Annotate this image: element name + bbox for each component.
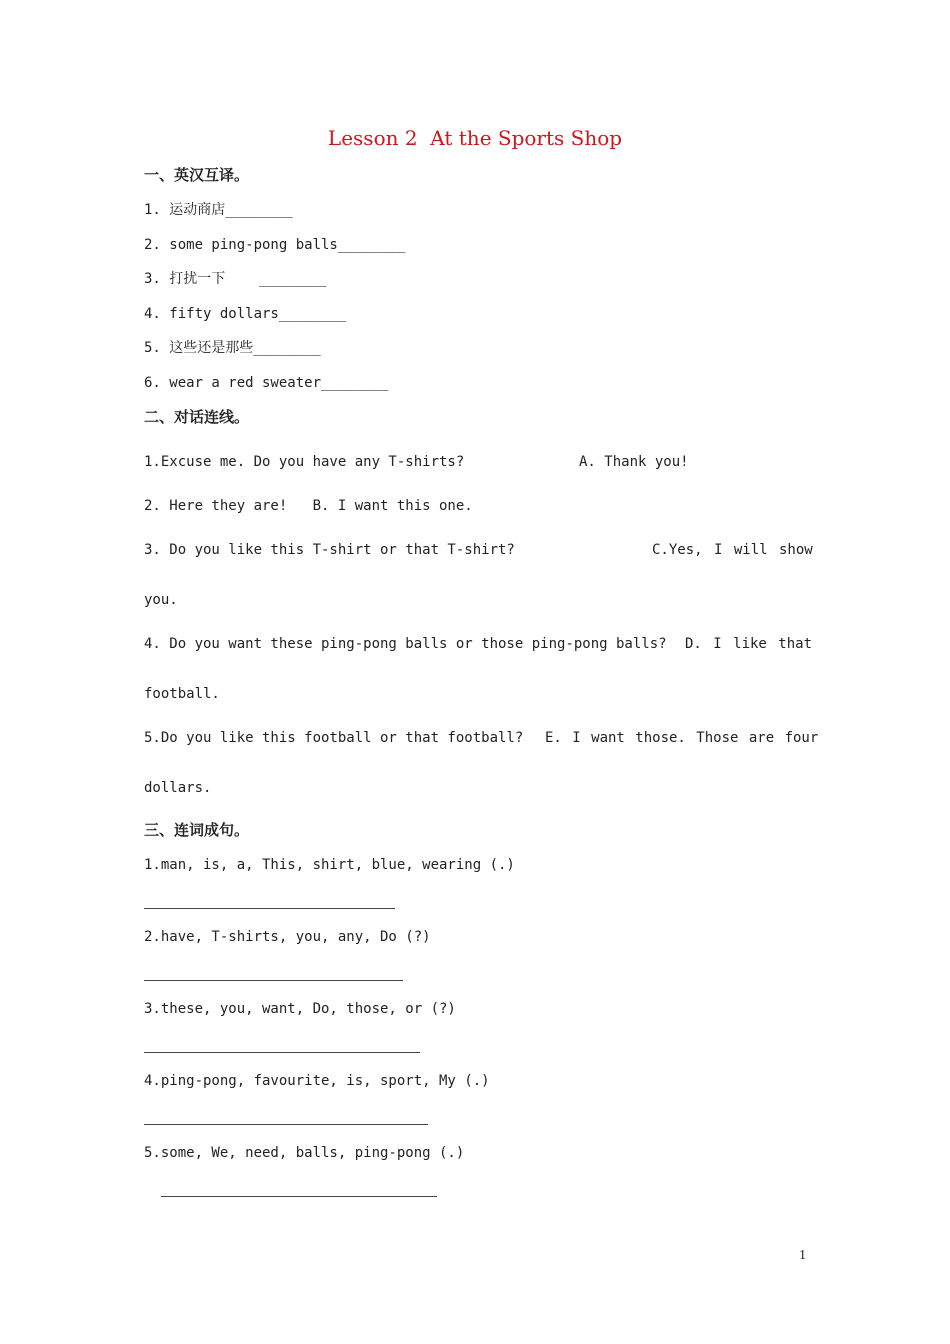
- section-3-heading: 三、连词成句。: [144, 821, 250, 839]
- answer-line-4: [144, 1124, 428, 1125]
- answer-line-2: [144, 980, 403, 981]
- dialogue-question-1: 1.Excuse me. Do you have any T-shirts?: [144, 454, 465, 470]
- dialogue-answer-a: A. Thank you!: [579, 454, 689, 470]
- answer-line-3: [144, 1052, 420, 1053]
- dialogue-answer-d: D. I like that: [685, 636, 813, 652]
- translation-item-4: 4. fifty dollars________: [144, 306, 347, 322]
- dialogue-question-2: 2. Here they are! B. I want this one.: [144, 498, 473, 514]
- section-1-heading: 一、英汉互译。: [144, 166, 250, 184]
- answer-line-1: [144, 908, 395, 909]
- translation-item-3: 3. 打扰一下 ________: [144, 271, 327, 287]
- dialogue-question-4: 4. Do you want these ping-pong balls or those ping-pong balls?: [144, 636, 667, 652]
- dialogue-answer-c: C.Yes, I will show: [652, 542, 813, 558]
- translation-item-2: 2. some ping-pong balls________: [144, 237, 406, 253]
- dialogue-question-5: 5.Do you like this football or that football?: [144, 730, 524, 746]
- dialogue-question-3: 3. Do you like this T-shirt or that T-shirt?: [144, 542, 515, 558]
- word-order-item-3: 3.these, you, want, Do, those, or (?): [144, 1001, 456, 1017]
- document-title: Lesson 2 At the Sports Shop: [327, 126, 623, 150]
- word-order-item-5: 5.some, We, need, balls, ping-pong (.): [144, 1145, 465, 1161]
- dialogue-answer-c-continued: you.: [144, 592, 178, 608]
- answer-line-5: [161, 1196, 437, 1197]
- translation-item-6: 6. wear a red sweater________: [144, 375, 389, 391]
- section-2-heading: 二、对话连线。: [144, 408, 250, 426]
- page-number: 1: [799, 1248, 806, 1263]
- dialogue-answer-e: E. I want those. Those are four: [545, 730, 819, 746]
- translation-item-1: 1. 运动商店________: [144, 202, 293, 218]
- word-order-item-4: 4.ping-pong, favourite, is, sport, My (.): [144, 1073, 490, 1089]
- dialogue-answer-e-continued: dollars.: [144, 780, 212, 796]
- word-order-item-1: 1.man, is, a, This, shirt, blue, wearing (.): [144, 857, 515, 873]
- translation-item-5: 5. 这些还是那些________: [144, 340, 321, 356]
- dialogue-answer-d-continued: football.: [144, 686, 220, 702]
- word-order-item-2: 2.have, T-shirts, you, any, Do (?): [144, 929, 431, 945]
